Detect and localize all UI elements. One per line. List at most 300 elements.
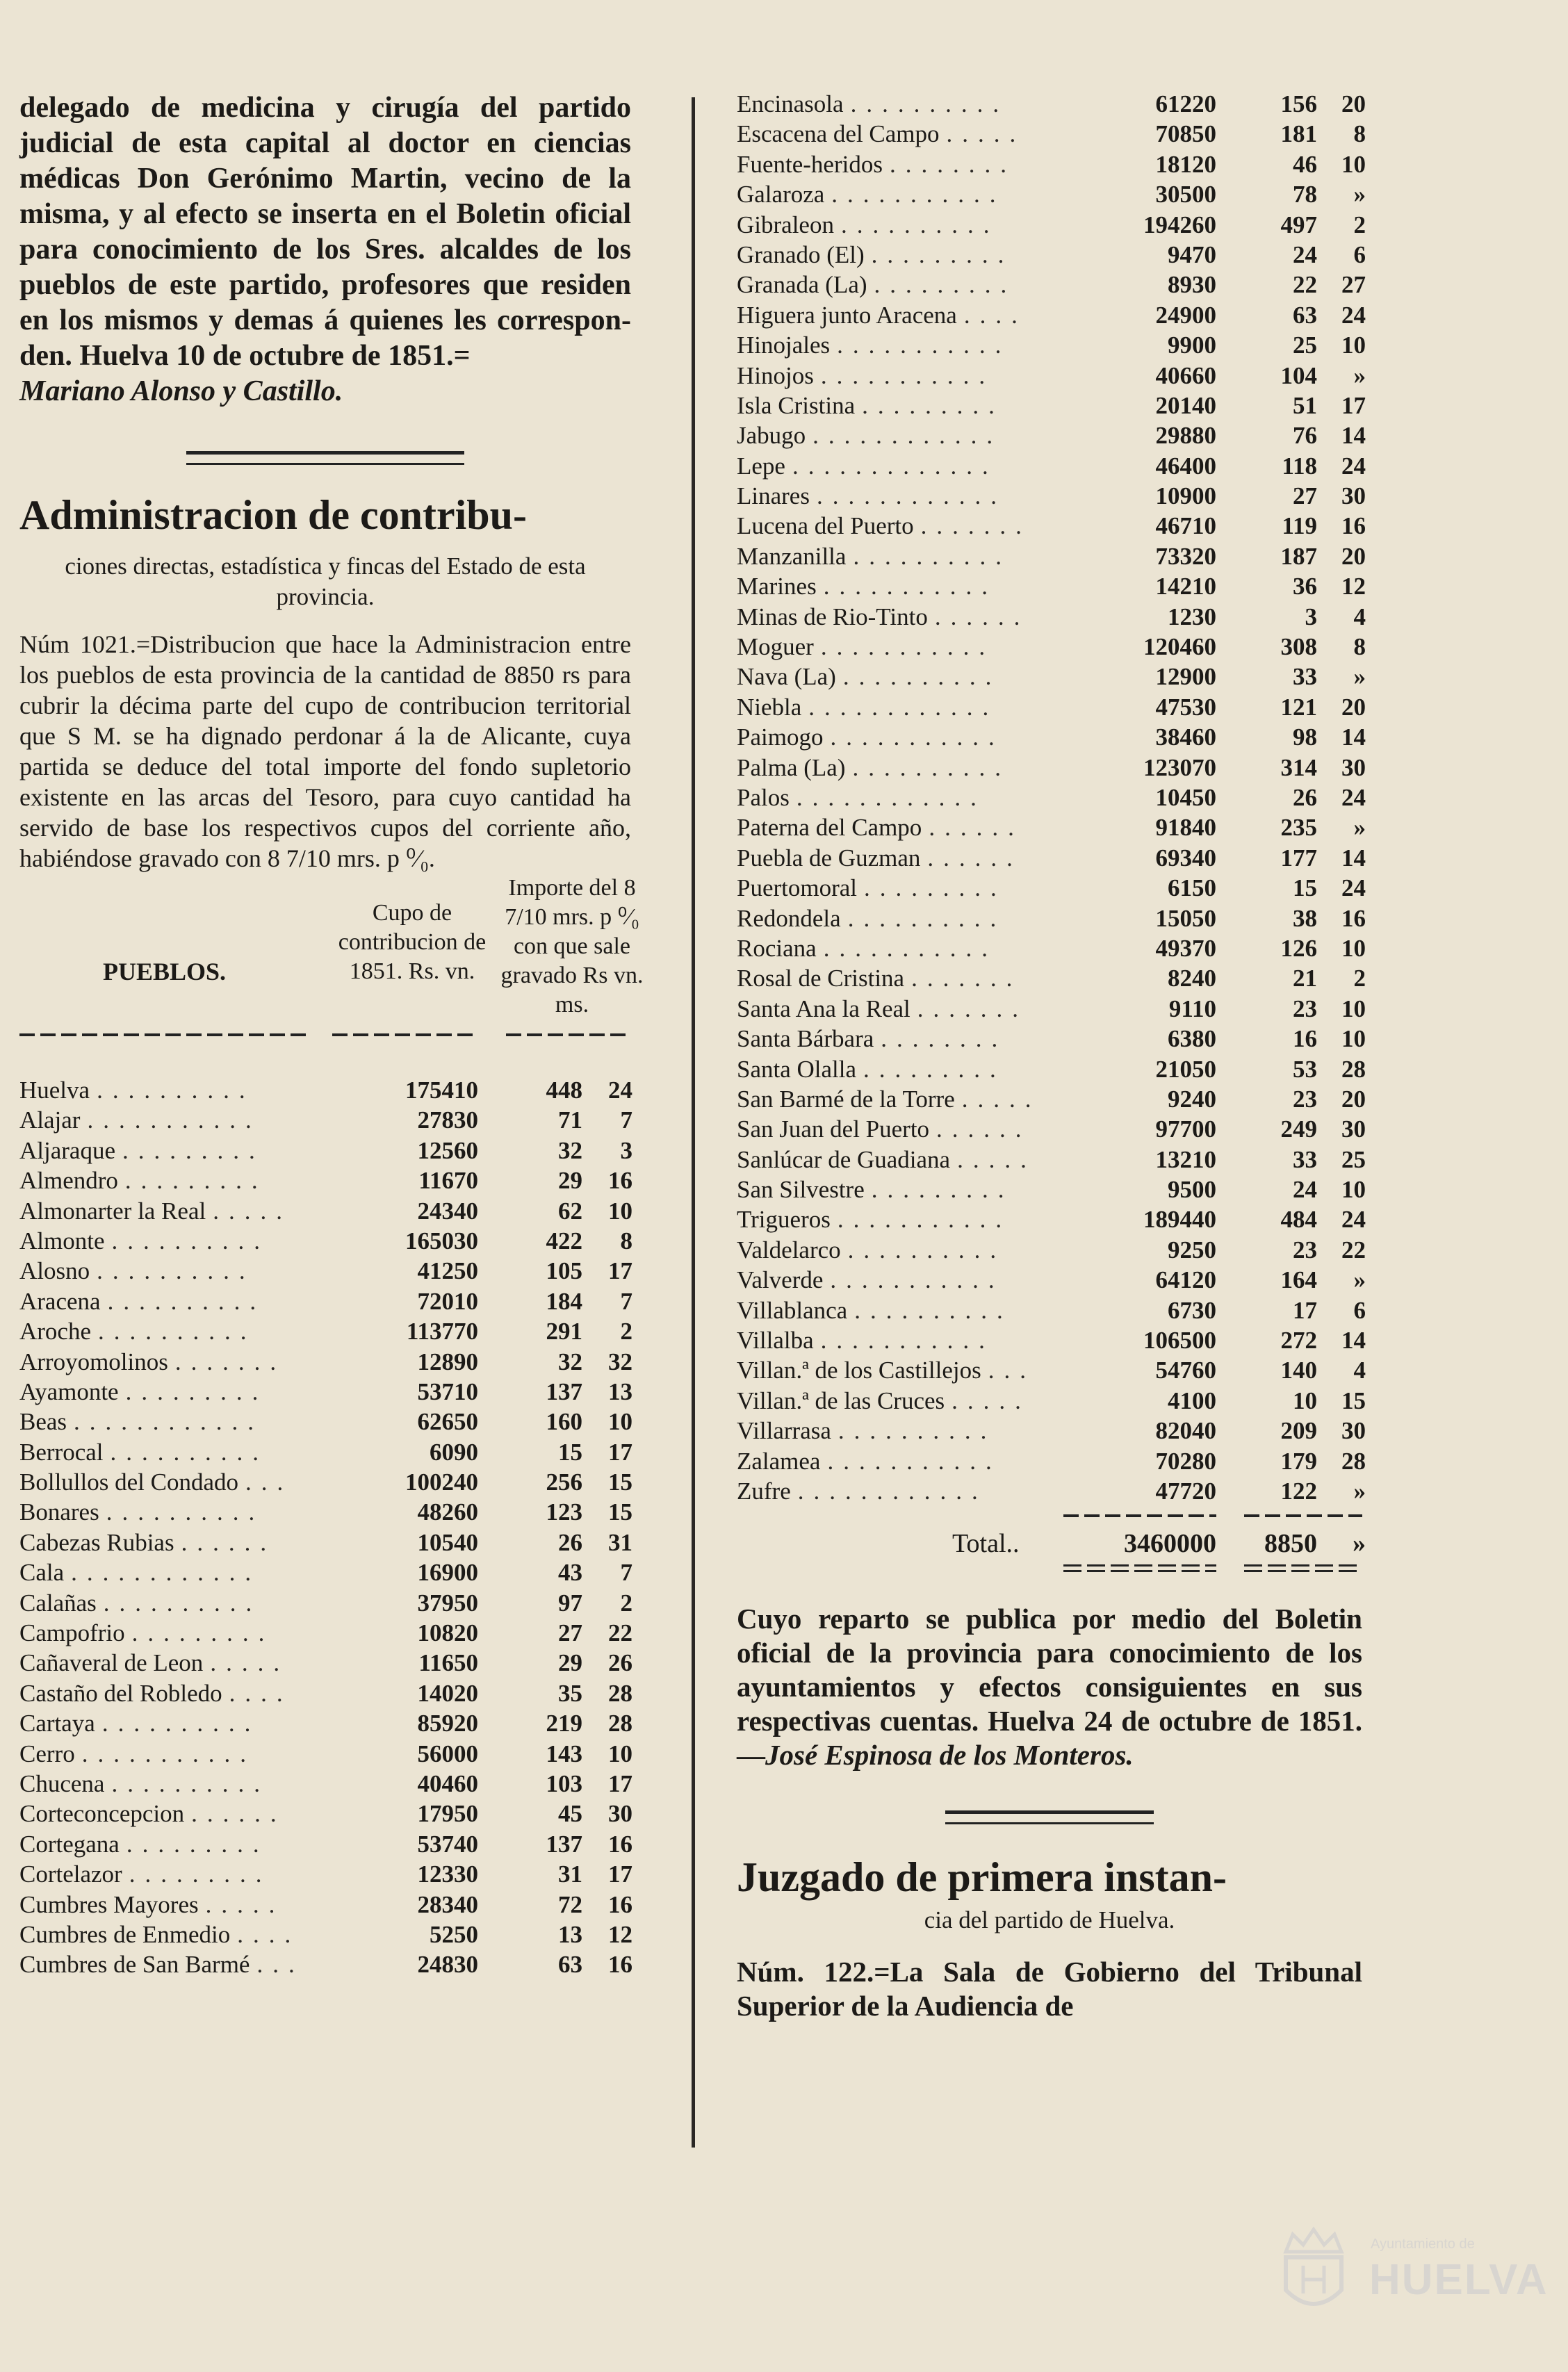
town-name: Higuera junto Aracena (737, 301, 957, 329)
leader-dots: .......... (853, 542, 1011, 570)
town-name: Castaño del Robledo (19, 1679, 222, 1707)
leader-dots: ........... (830, 1266, 1004, 1294)
table-row (19, 1348, 631, 1378)
cupo-value: 72010 (417, 1287, 478, 1315)
right-table-rows (737, 90, 1366, 1507)
importe-ms-value: 14 (1341, 844, 1366, 872)
table-row (737, 1296, 1366, 1327)
table-row (19, 1951, 631, 1981)
importe-ms-value: 2 (620, 1318, 632, 1346)
importe-rs-value: 62 (558, 1197, 582, 1225)
table-row (19, 1106, 631, 1136)
cupo-value: 6380 (1168, 1025, 1216, 1053)
table-row (19, 1077, 631, 1106)
importe-ms-value: 17 (608, 1860, 632, 1888)
table-row (737, 1115, 1366, 1145)
leader-dots: ......... (864, 874, 1006, 902)
table-row (737, 1025, 1366, 1055)
town-name: Rosal de Cristina (737, 965, 905, 992)
town-name: Santa Olalla (737, 1055, 857, 1083)
leader-dots: ............. (792, 452, 998, 480)
importe-rs-value: 119 (1282, 512, 1317, 540)
leader-dots: ....... (911, 965, 1022, 992)
table-row (19, 1227, 631, 1257)
town-name: San Silvestre (737, 1176, 865, 1204)
importe-ms-value: 2 (620, 1589, 632, 1617)
importe-ms-value: 17 (1341, 391, 1366, 419)
town-name: Redondela (737, 904, 841, 932)
left-column (19, 90, 644, 1981)
importe-rs-value: 156 (1280, 90, 1317, 117)
cupo-value: 20140 (1155, 391, 1216, 419)
town-name: Corteconcepcion (19, 1800, 185, 1828)
cupo-value: 11650 (418, 1649, 478, 1677)
section-subtitle: ciones directas, estadística y fincas del Estado de esta provincia. (65, 553, 586, 610)
leader-dots: .......... (97, 1257, 255, 1285)
table-row (737, 1085, 1366, 1115)
importe-ms-value: 28 (608, 1710, 632, 1737)
town-name: Trigueros (737, 1206, 831, 1234)
importe-ms-value: 20 (1341, 693, 1366, 721)
importe-ms-value: » (1353, 1266, 1366, 1294)
importe-rs-value: 35 (558, 1679, 582, 1707)
town-name: Lepe (737, 452, 785, 480)
leader-dots: ........... (81, 1740, 256, 1767)
importe-rs-value: 33 (1293, 663, 1317, 691)
importe-rs-value: 33 (1293, 1145, 1317, 1173)
table-row (19, 1408, 631, 1438)
importe-rs-value: 15 (558, 1438, 582, 1466)
town-name: Almendro (19, 1167, 118, 1195)
table-row (737, 120, 1366, 150)
importe-rs-value: 45 (558, 1800, 582, 1828)
importe-ms-value: 10 (608, 1740, 632, 1767)
leader-dots: .......... (107, 1287, 266, 1315)
cupo-value: 85920 (417, 1710, 478, 1737)
cupo-value: 1230 (1168, 603, 1216, 630)
town-name: Alajar (19, 1106, 81, 1134)
header-dash-rule (19, 1033, 631, 1042)
cupo-value: 123070 (1143, 753, 1216, 781)
leader-dots: .......... (110, 1438, 268, 1466)
importe-ms-value: 16 (1341, 512, 1366, 540)
leader-dots: .......... (850, 90, 1009, 117)
cupo-value: 6150 (1168, 874, 1216, 902)
leader-dots: ......... (863, 1055, 1006, 1083)
importe-ms-value: 32 (608, 1348, 632, 1375)
table-row (737, 663, 1366, 693)
table-row (737, 301, 1366, 332)
table-row (19, 1589, 631, 1619)
importe-rs-value: 72 (558, 1890, 582, 1918)
importe-rs-value: 26 (1293, 783, 1317, 811)
importe-rs-value: 160 (546, 1408, 582, 1436)
importe-rs-value: 51 (1293, 391, 1317, 419)
importe-rs-value: 104 (1280, 361, 1317, 389)
importe-ms-value: 4 (1353, 1357, 1366, 1384)
cupo-value: 21050 (1155, 1055, 1216, 1083)
table-row (19, 1680, 631, 1710)
cupo-value: 113770 (406, 1318, 478, 1346)
cupo-value: 61220 (1155, 90, 1216, 117)
town-name: Lucena del Puerto (737, 512, 914, 540)
importe-ms-value: » (1353, 181, 1366, 208)
table-row (19, 1800, 631, 1830)
table-row (737, 934, 1366, 965)
town-name: Alosno (19, 1257, 90, 1285)
importe-rs-value: 98 (1293, 723, 1317, 751)
table-row (19, 1740, 631, 1770)
cupo-value: 9470 (1168, 240, 1216, 268)
table-row (737, 1387, 1366, 1417)
importe-rs-value: 24 (1293, 240, 1317, 268)
leader-dots: .......... (97, 1077, 255, 1104)
town-name: Linares (737, 482, 810, 510)
importe-rs-value: 32 (558, 1136, 582, 1164)
importe-ms-value: 16 (1341, 904, 1366, 932)
section-title: Administracion de contribu- (19, 492, 528, 538)
table-row (737, 723, 1366, 753)
importe-ms-value: 16 (608, 1830, 632, 1858)
leader-dots: ......... (126, 1830, 269, 1858)
importe-rs-value: 63 (1293, 301, 1317, 329)
cupo-value: 13210 (1155, 1145, 1216, 1173)
town-name: Cumbres Mayores (19, 1890, 199, 1918)
table-row (737, 874, 1366, 904)
town-name: Santa Ana la Real (737, 995, 910, 1022)
leader-dots: ........... (831, 181, 1006, 208)
cupo-value: 28340 (417, 1890, 478, 1918)
importe-ms-value: 15 (1341, 1387, 1366, 1414)
leader-dots: ........... (823, 573, 997, 600)
right-column (737, 90, 1366, 2023)
cupo-value: 73320 (1155, 542, 1216, 570)
cupo-value: 24900 (1155, 301, 1216, 329)
importe-ms-value: 24 (608, 1077, 632, 1104)
cupo-value: 14020 (417, 1679, 478, 1707)
town-name: Ayamonte (19, 1377, 119, 1405)
table-row (19, 1619, 631, 1649)
importe-ms-value: 13 (608, 1377, 632, 1405)
importe-ms-value: 10 (1341, 995, 1366, 1022)
leader-dots: ...... (936, 1115, 1031, 1143)
town-name: Valverde (737, 1266, 824, 1294)
town-name: Bonares (19, 1498, 99, 1526)
importe-rs-value: 177 (1280, 844, 1317, 872)
importe-rs-value: 272 (1280, 1327, 1317, 1355)
leader-dots: .......... (840, 211, 999, 238)
importe-ms-value: 31 (608, 1528, 632, 1556)
importe-ms-value: 24 (1341, 783, 1366, 811)
column-divider (692, 97, 695, 2148)
table-row (737, 1055, 1366, 1086)
importe-ms-value: 28 (1341, 1055, 1366, 1083)
town-name: Villalba (737, 1327, 814, 1355)
town-name: Cala (19, 1559, 65, 1587)
town-name: Villan.ª de los Castillejos (737, 1357, 981, 1384)
table-row (19, 1167, 631, 1197)
table-row (19, 1529, 631, 1559)
cupo-value: 15050 (1155, 904, 1216, 932)
leader-dots: ......... (874, 271, 1017, 299)
cupo-value: 9500 (1168, 1176, 1216, 1204)
cupo-value: 64120 (1155, 1266, 1216, 1294)
importe-ms-value: 12 (1341, 573, 1366, 600)
watermark-logo (1272, 2224, 1549, 2328)
leader-dots: .......... (111, 1769, 270, 1797)
importe-rs-value: 23 (1293, 995, 1317, 1022)
table-row (737, 422, 1366, 452)
leader-dots: ....... (920, 512, 1031, 540)
town-name: Villarrasa (737, 1417, 831, 1445)
importe-ms-value: » (1353, 1477, 1366, 1505)
leader-dots: .......... (847, 904, 1006, 932)
table-row (737, 1236, 1366, 1266)
cupo-value: 56000 (417, 1740, 478, 1767)
importe-rs-value: 140 (1280, 1357, 1317, 1384)
importe-rs-value: 78 (1293, 181, 1317, 208)
cupo-value: 46400 (1155, 452, 1216, 480)
cupo-value: 62650 (417, 1408, 478, 1436)
cupo-value: 189440 (1143, 1206, 1216, 1234)
intro-signature: Mariano Alonso y Castillo. (19, 375, 343, 407)
town-name: Granada (La) (737, 271, 867, 299)
leader-dots: ............ (71, 1559, 261, 1587)
leader-dots: ...... (191, 1800, 286, 1828)
importe-ms-value: 22 (1341, 1236, 1366, 1263)
town-name: Cumbres de San Barmé (19, 1951, 250, 1979)
table-row (737, 814, 1366, 844)
table-row (737, 240, 1366, 271)
importe-rs-value: 29 (558, 1167, 582, 1195)
importe-ms-value: 30 (1341, 1417, 1366, 1445)
importe-ms-value: 20 (1341, 542, 1366, 570)
importe-rs-value: 209 (1280, 1417, 1317, 1445)
cupo-value: 29880 (1155, 422, 1216, 450)
cupo-value: 175410 (405, 1077, 478, 1104)
cupo-value: 10540 (417, 1528, 478, 1556)
importe-ms-value: 4 (1353, 603, 1366, 630)
importe-rs-value: 484 (1280, 1206, 1317, 1234)
importe-ms-value: 14 (1341, 723, 1366, 751)
table-row (737, 512, 1366, 542)
importe-ms-value: 24 (1341, 1206, 1366, 1234)
leader-dots: ........... (820, 361, 995, 389)
town-name: Isla Cristina (737, 391, 856, 419)
town-name: Galaroza (737, 181, 825, 208)
table-row (19, 1257, 631, 1287)
importe-ms-value: 24 (1341, 874, 1366, 902)
table-row (737, 1145, 1366, 1176)
leader-dots: ............ (816, 482, 1006, 510)
cupo-value: 70280 (1155, 1447, 1216, 1475)
importe-ms-value: 28 (1341, 1447, 1366, 1475)
importe-ms-value: 30 (608, 1800, 632, 1828)
leader-dots: ......... (124, 1167, 268, 1195)
leader-dots: ..... (213, 1197, 292, 1225)
leader-dots: ...... (929, 814, 1024, 842)
leader-dots: ..... (210, 1649, 290, 1677)
leader-dots: ............ (74, 1408, 264, 1436)
table-row (737, 633, 1366, 663)
importe-rs-value: 497 (1280, 211, 1317, 238)
importe-rs-value: 16 (1293, 1025, 1317, 1053)
importe-rs-value: 187 (1280, 542, 1317, 570)
cupo-value: 12560 (417, 1136, 478, 1164)
table-row (737, 603, 1366, 633)
town-name: Chucena (19, 1769, 105, 1797)
importe-rs-value: 25 (1293, 332, 1317, 359)
town-name: Cerro (19, 1740, 75, 1767)
leader-dots: .......... (106, 1498, 265, 1526)
table-row (737, 965, 1366, 995)
leader-dots: .... (237, 1920, 301, 1948)
leader-dots: ........... (823, 934, 997, 962)
leader-dots: ......... (131, 1619, 275, 1647)
importe-ms-value: 10 (608, 1408, 632, 1436)
leader-dots: ......... (125, 1377, 268, 1405)
importe-rs-value: 256 (546, 1469, 582, 1496)
table-row (737, 753, 1366, 784)
importe-rs-value: 38 (1293, 904, 1317, 932)
town-name: Gibraleon (737, 211, 834, 238)
importe-rs-value: 122 (1280, 1477, 1317, 1505)
town-name: Fuente-heridos (737, 150, 883, 178)
leader-dots: ......... (862, 391, 1004, 419)
leader-dots: ..... (205, 1890, 285, 1918)
town-name: Santa Bárbara (737, 1025, 874, 1053)
leader-dots: ........... (830, 723, 1004, 751)
closing-paragraph: Cuyo reparto se publica por medio del Boletin oficial de la provincia para conocimiento de los ayuntamientos y efectos consiguientes en sus respectivas cuentas. Huelva 24 de octubre de 1851.—José Espinosa de los Monteros. (737, 1603, 1362, 1772)
town-name: Nava (La) (737, 663, 836, 691)
leader-dots: ......... (871, 1176, 1014, 1204)
importe-rs-value: 123 (546, 1498, 582, 1526)
town-name: Almonte (19, 1227, 105, 1254)
importe-ms-value: 14 (1341, 422, 1366, 450)
crown-shield-icon (1272, 2224, 1355, 2321)
importe-rs-value: 24 (1293, 1176, 1317, 1204)
importe-ms-value: 8 (620, 1227, 632, 1254)
importe-rs-value: 31 (558, 1860, 582, 1888)
table-row (737, 904, 1366, 935)
town-name: Marines (737, 573, 817, 600)
table-row (19, 1318, 631, 1348)
importe-rs-value: 43 (558, 1559, 582, 1587)
town-name: Palos (737, 783, 790, 811)
importe-rs-value: 308 (1280, 633, 1317, 661)
table-row (19, 1439, 631, 1469)
table-row (737, 482, 1366, 512)
importe-rs-value: 71 (558, 1106, 582, 1134)
importe-ms-value: 24 (1341, 452, 1366, 480)
importe-ms-value: 17 (608, 1438, 632, 1466)
importe-rs-value: 17 (1293, 1296, 1317, 1324)
importe-rs-value: 29 (558, 1649, 582, 1677)
cupo-value: 10820 (417, 1619, 478, 1647)
importe-rs-value: 137 (546, 1830, 582, 1858)
importe-rs-value: 36 (1293, 573, 1317, 600)
cupo-value: 37950 (417, 1589, 478, 1617)
table-row (737, 1477, 1366, 1507)
town-name: San Barmé de la Torre (737, 1085, 955, 1113)
notice-paragraph: Núm 1021.=Distribucion que hace la Administracion entre los pueblos de esta provincia de la cantidad de 8850 rs para cubrir la décima parte del cupo de contribucion territorial que S M. se ha dignado perdonar á la de Alicante, cuya partida se deduce del total importe del fondo supletorio existente en las arcas del Tesoro, para cuyo cantidad ha servido de base los respectivos cupos del corriente año, habiéndose gravado con 8 7/10 mrs. p ⁰⁄₀. (19, 630, 631, 872)
importe-rs-value: 249 (1280, 1115, 1317, 1143)
importe-rs-value: 181 (1280, 120, 1317, 148)
table-row (737, 90, 1366, 120)
cupo-value: 48260 (417, 1498, 478, 1526)
leader-dots: ............ (808, 693, 999, 721)
importe-ms-value: 7 (620, 1106, 632, 1134)
cupo-value: 9900 (1168, 332, 1216, 359)
importe-ms-value: » (1353, 361, 1366, 389)
importe-ms-value: 12 (608, 1920, 632, 1948)
town-name: Campofrio (19, 1619, 125, 1647)
leader-dots: ............ (797, 1477, 988, 1505)
leader-dots: ..... (957, 1145, 1036, 1173)
importe-ms-value: 24 (1341, 301, 1366, 329)
importe-rs-value: 314 (1280, 753, 1317, 781)
intro-paragraph: delegado de medicina y cirugía del partido judicial de esta capital al doctor en ciencias médicas Don Gerónimo Martin, vecino de la misma, y al efecto se inserta en el Boletin oficial para conocimiento de los Sres. alcaldes de los pueblos de este partido, profesores que residen en los mismos y demas á quienes les corresponden. Huelva 10 de octubre de 1851.= Mariano Alonso y Castillo. (19, 92, 631, 407)
cupo-value: 9250 (1168, 1236, 1216, 1263)
importe-rs-value: 21 (1293, 965, 1317, 992)
importe-rs-value: 23 (1293, 1236, 1317, 1263)
importe-ms-value: 7 (620, 1559, 632, 1587)
town-name: Cabezas Rubias (19, 1528, 174, 1556)
town-name: Cortegana (19, 1830, 120, 1858)
leader-dots: ... (988, 1357, 1036, 1384)
leader-dots: .......... (847, 1236, 1006, 1263)
cupo-value: 8240 (1168, 965, 1216, 992)
table-row (737, 573, 1366, 603)
cupo-value: 97700 (1155, 1115, 1216, 1143)
table-row (737, 1357, 1366, 1387)
cupo-value: 120460 (1143, 633, 1216, 661)
town-name: Jabugo (737, 422, 806, 450)
table-row (737, 844, 1366, 874)
importe-ms-value: 7 (620, 1287, 632, 1315)
header-cupo: Cupo de contribucion de 1851. Rs. vn. (338, 900, 487, 984)
leader-dots: ... (245, 1469, 293, 1496)
cupo-value: 82040 (1155, 1417, 1216, 1445)
cupo-value: 194260 (1143, 211, 1216, 238)
total-ms: » (1353, 1529, 1366, 1559)
leader-dots: .......... (842, 663, 1002, 691)
town-name: Calañas (19, 1589, 97, 1617)
importe-ms-value: 30 (1341, 1115, 1366, 1143)
town-name: Encinasola (737, 90, 844, 117)
importe-rs-value: 219 (546, 1710, 582, 1737)
table-row (19, 1710, 631, 1740)
watermark-small-text: Ayuntamiento de (1371, 2236, 1475, 2252)
town-name: Cortelazor (19, 1860, 122, 1888)
importe-ms-value: 27 (1341, 271, 1366, 299)
leader-dots: .......... (101, 1710, 261, 1737)
importe-ms-value: 14 (1341, 1327, 1366, 1355)
leader-dots: .... (229, 1679, 293, 1707)
leader-dots: ..... (946, 120, 1026, 148)
town-name: Hinojos (737, 361, 814, 389)
leader-dots: ........ (881, 1025, 1008, 1053)
total-rs: 8850 (1264, 1529, 1317, 1559)
importe-rs-value: 103 (546, 1769, 582, 1797)
cupo-value: 9240 (1168, 1085, 1216, 1113)
cupo-value: 12890 (417, 1348, 478, 1375)
total-double-rule (737, 1564, 1362, 1574)
importe-ms-value: 28 (608, 1679, 632, 1707)
table-row (19, 1649, 631, 1679)
importe-rs-value: 118 (1282, 452, 1317, 480)
total-cupo: 3460000 (1124, 1529, 1216, 1559)
